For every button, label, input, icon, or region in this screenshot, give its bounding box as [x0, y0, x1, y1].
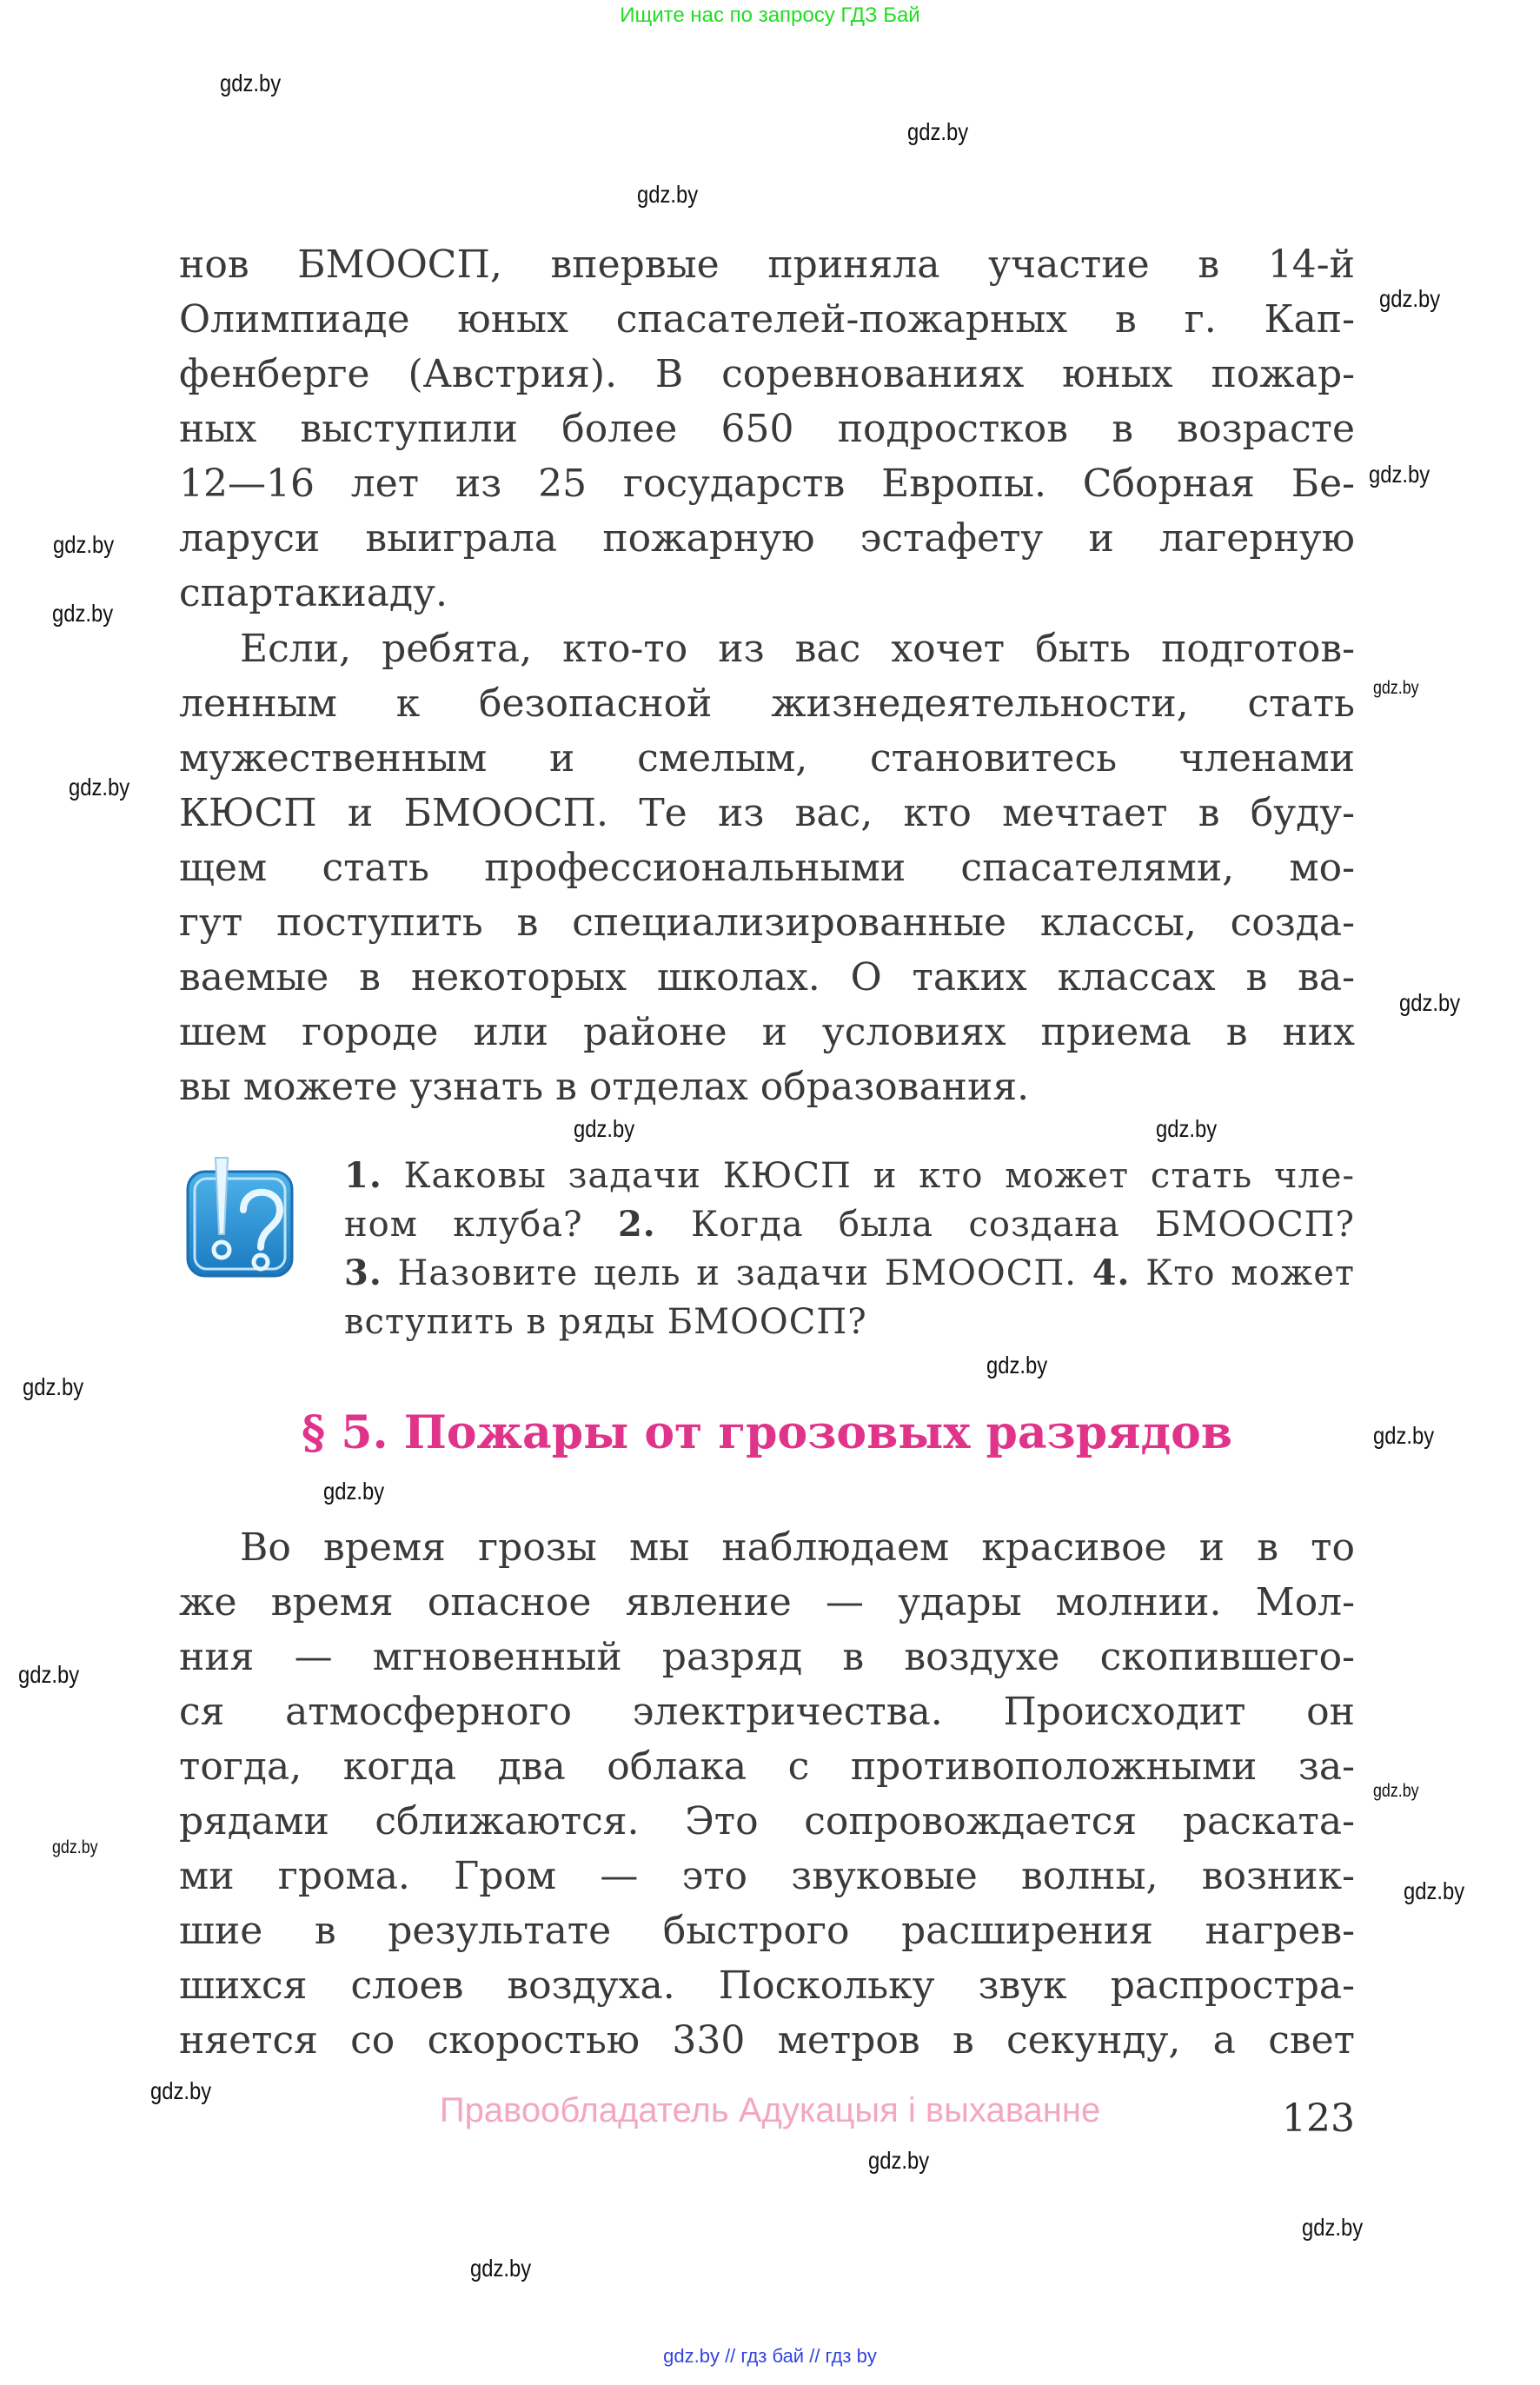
text-line: фенберге (Австрия). В соревнованиях юных пожар- [179, 352, 1355, 396]
watermark: gdz.by [1379, 285, 1441, 312]
question-text: Кто может [1130, 1253, 1355, 1293]
question-line [344, 1249, 1355, 1298]
watermark: gdz.by [1373, 1781, 1419, 1801]
watermark: gdz.by [52, 600, 114, 627]
watermark: gdz.by [69, 774, 130, 801]
question-text: Назовите цель и задачи БМООСП. [382, 1253, 1092, 1293]
text-line: Если, ребята, кто-то из вас хочет быть подготов- [240, 627, 1355, 671]
watermark: gdz.by [1369, 461, 1430, 488]
text-line: ния — мгновенный разряд в воздухе скопившего- [179, 1635, 1355, 1679]
watermark: gdz.by [868, 2147, 930, 2174]
text-line: няется со скоростью 330 метров в секунду, а свет [179, 2018, 1355, 2063]
watermark: gdz.by [23, 1373, 84, 1400]
text-line: шихся слоев воздуха. Поскольку звук распростра- [179, 1963, 1355, 2008]
copyright-notice: Правообладатель Адукацыя і выхаванне [439, 2091, 1101, 2129]
text-line: щем стать профессиональными спасателями, мо- [179, 846, 1355, 890]
watermark: gdz.by [220, 70, 282, 96]
watermark: gdz.by [52, 1837, 98, 1857]
text-line: шем городе или районе и условиях приема в них [179, 1010, 1355, 1054]
text-line: ваемые в некоторых школах. О таких классах в ва- [179, 955, 1355, 1000]
text-line: вы можете узнать в отделах образования. [179, 1065, 1030, 1109]
text-line: ларуси выиграла пожарную эстафету и лагерную [179, 516, 1355, 561]
watermark: gdz.by [53, 531, 115, 558]
watermark: gdz.by [1156, 1115, 1218, 1142]
text-line: ленным к безопасной жизнедеятельности, стать [179, 681, 1355, 726]
watermark: gdz.by [637, 181, 699, 208]
text-line: 12—16 лет из 25 государств Европы. Сборная Бе- [179, 462, 1355, 506]
text-line: ми грома. Гром — это звуковые волны, возник- [179, 1854, 1355, 1898]
text-line: спартакиаду. [179, 571, 448, 615]
question-text: Когда была создана БМООСП? [655, 1205, 1356, 1245]
question-line [344, 1298, 1355, 1346]
watermark: gdz.by [1373, 1422, 1435, 1449]
questions-icon [183, 1147, 295, 1278]
question-text: ном клуба? [344, 1205, 618, 1245]
section-title: § 5. Пожары от грозовых разрядов [302, 1406, 1232, 1459]
text-line: нов БМООСП, впервые приняла участие в 14-й [179, 242, 1355, 287]
question-line [344, 1200, 1355, 1249]
watermark: gdz.by [907, 118, 969, 145]
text-line: Во время грозы мы наблюдаем красивое и в то [240, 1525, 1355, 1570]
text-line: рядами сближаются. Это сопровождается раската- [179, 1799, 1355, 1844]
text-line: ных выступили более 650 подростков в возрасте [179, 407, 1355, 451]
text-line: шие в результате быстрого расширения нагрев- [179, 1909, 1355, 1953]
question-number: 1. [344, 1155, 382, 1196]
text-line: мужественным и смелым, становитесь членами [179, 736, 1355, 781]
footer-links[interactable]: gdz.by // гдз бай // гдз by [663, 2345, 877, 2367]
watermark: gdz.by [150, 2077, 212, 2104]
watermark: gdz.by [1302, 2214, 1364, 2241]
text-line: Олимпиаде юных спасателей-пожарных в г. Кап- [179, 297, 1355, 342]
search-banner: Ищите нас по запросу ГДЗ Бай [620, 3, 920, 27]
page-number: 123 [1282, 2096, 1355, 2141]
text-line: гут поступить в специализированные классы, созда- [179, 900, 1355, 945]
question-text: Каковы задачи КЮСП и кто может стать чле- [382, 1156, 1355, 1196]
text-line: ся атмосферного электричества. Происходит он [179, 1690, 1355, 1734]
text-line: же время опасное явление — удары молнии. Мол- [179, 1580, 1355, 1624]
watermark: gdz.by [1404, 1877, 1465, 1904]
question-number: 2. [617, 1204, 656, 1245]
watermark: gdz.by [574, 1115, 635, 1142]
text-line: КЮСП и БМООСП. Те из вас, кто мечтает в буду- [179, 791, 1355, 835]
watermark: gdz.by [18, 1661, 80, 1688]
text-line: тогда, когда два облака с противоположными за- [179, 1744, 1355, 1789]
watermark: gdz.by [1399, 989, 1461, 1016]
watermark: gdz.by [1373, 678, 1419, 698]
question-text: вступить в ряды БМООСП? [344, 1302, 867, 1342]
question-line [344, 1152, 1355, 1200]
watermark: gdz.by [986, 1352, 1048, 1379]
watermark: gdz.by [470, 2255, 532, 2282]
watermark: gdz.by [323, 1478, 385, 1505]
question-number: 4. [1092, 1252, 1131, 1293]
question-number: 3. [344, 1252, 382, 1293]
